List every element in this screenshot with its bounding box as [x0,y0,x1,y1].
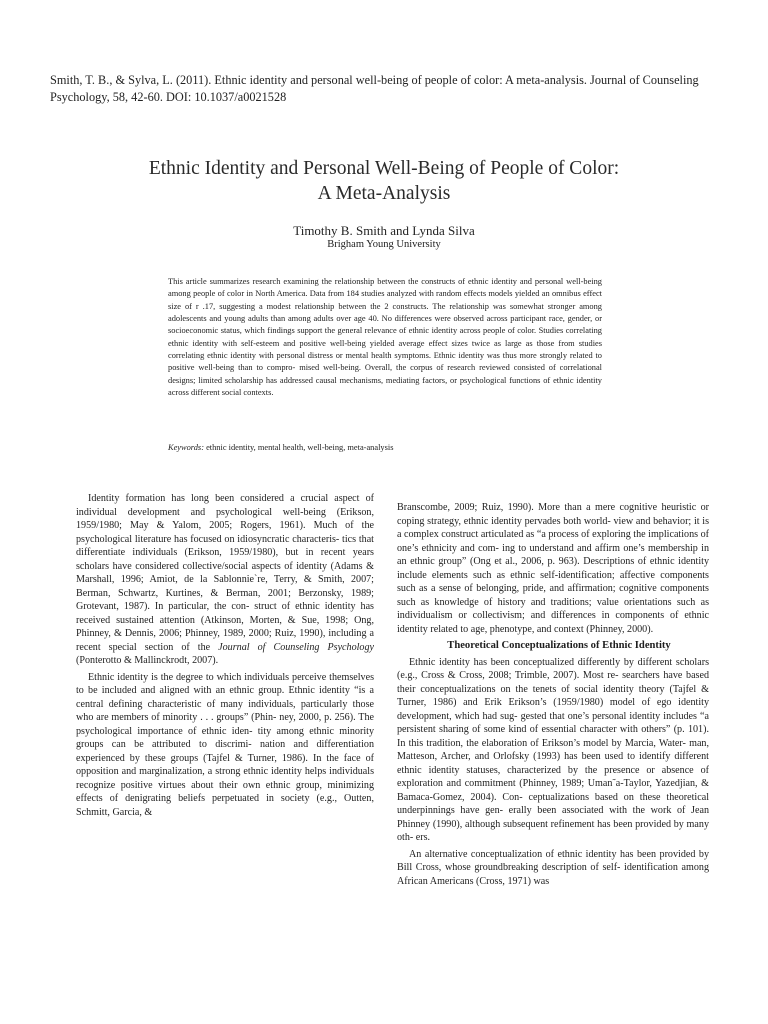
paragraph-text: Identity formation has long been considered a crucial aspect of individual development and psychological well-being (Erikson, 1959/1980; May & Yalom, 2005; Rogers, 1961). Much of the psychological literature has focused on idiosyncratic characteris- tics that differentiate individuals (Erikson, 1959/1980), but in recent years scholars have considered collective/social aspects of identity (Adams & Marshall, 1996; Amiot, de la Sablonnie`re, Terry, & Smith, 2007; Berman, Schwartz, Kurtines, & Berman, 2001; Berzonsky, 1989; Grotevant, 1987). In particular, the con- struct of ethnic identity has received sustained attention (Atkinson, Morten, & Sue, 1998; Ong, Phinney, & Dennis, 2006; Phinney, 1989, 2000; Ruiz, 1990), including a recent special section of the [76,493,374,653]
abstract: This article summarizes research examining the relationship between the constructs of ethnic identity and personal well-being among people of color in North America. Data from 184 studies analyzed with random effects models yielded an omnibus effect size of r .17, suggesting a modest relationship between the 2 constructs. The relationship was somewhat stronger among adolescents and young adults than among adults over age 40. No differences were observed across participant race, gender, or socioeconomic status, which findings support the general relevance of ethnic identity across people of color. Studies correlating ethnic identity with self-esteem and positive well-being yielded average effect sizes twice as large as those from studies correlating ethnic identity with personal distress or mental health symptoms. Ethnic identity was thus more strongly related to positive well-being than to compro- mised well-being. Overall, the corpus of research reviewed consisted of correlational designs; limited scholarship has addressed causal mechanisms, mediating factors, or psychological functions of ethnic identity across different social contexts. [168,277,602,398]
paragraph [76,492,374,668]
keywords-label: Keywords: [168,443,204,452]
citation: Smith, T. B., & Sylva, L. (2011). Ethnic identity and personal well-being of people of color: A meta-analysis. Journal of Counseling Psychology, 58, 42-60. DOI: 10.1037/a0021528 [50,73,699,104]
journal-name: Journal of Counseling Psychology [218,641,374,653]
paper-title [0,156,768,206]
paragraph: Ethnic identity is the degree to which individuals perceive themselves to be included and aligned with an ethnic group. Ethnic identity “is a central defining characteristic of many individuals, particularly those who are members of minority . . . groups” (Phin- ney, 2000, p. 256). The psychological importance of ethnic iden- tity among ethnic minority groups can be attributed to discrimi- nation and differentiation experienced by these groups (Tajfel & Turner, 1986). In the face of opposition and marginalization, a strong ethnic identity helps individuals recognize positive virtues about their own ethnic group, minimizing effects of denigrating beliefs perpetuated in society (e.g., Outten, Schmitt, Garcia, & [76,671,374,818]
title-line-2: A Meta-Analysis [317,183,451,204]
section-heading: Theoretical Conceptualizations of Ethnic Identity [447,640,671,651]
paragraph-text: (Ponterotto & Mallinckrodt, 2007). [76,655,219,666]
right-column [397,501,709,888]
keywords-list: ethnic identity, mental health, well-being, meta-analysis [203,443,394,452]
left-column [76,492,374,819]
title-line-1: Ethnic Identity and Personal Well-Being of People of Color: [148,158,620,179]
keywords [168,442,602,454]
paragraph: An alternative conceptualization of ethnic identity has been provided by Bill Cross, whose groundbreaking description of self- identification among African Americans (Cross, 1971) was [397,848,709,887]
paragraph: Branscombe, 2009; Ruiz, 1990). More than a mere cognitive heuristic or coping strategy, ethnic identity pervades both world- view and behavior; it is a complex construct articulated as “a process of exploring the implications of one’s ethnicity and com- ing to understand and affirm one’s membership in an ethnic group” (Ong et al., 2006, p. 963). Descriptions of ethnic identity include elements such as ethnic self-identification; affective components such as a sense of belonging, pride, and affirmation; cognitive components such as knowledge of history and traditions; value orientations such as individualism or collectivism; and differences in components of ethnic identity related to age, phenotype, and context (Phinney, 2000). [397,502,709,635]
authors: Timothy B. Smith and Lynda Silva [293,223,475,238]
paragraph: Ethnic identity has been conceptualized differently by different scholars (e.g., Cross & Cross, 2008; Trimble, 2007). Most re- searchers have based their conceptualizations on the tenets of social identity theory (Tajfel & Turner, 1986) and Erik Erikson’s (1959/1980) model of ego identity development, which had sug- gested that one’s personal identity includes “a persistent sharing of some kind of essential character with others” (p. 101). In this tradition, the elaboration of Erikson’s model by Marcia, Water- man, Matteson, Archer, and Orlofsky (1993) has been used to identify different ethnic identity statuses, characterized by the presence or absence of exploration and commitment (Phinney, 1989; Uman˜a-Taylor, Yazedjian, & Bamaca-Gomez, 2004). Con- ceptualizations based on these theoretical underpinnings have gen- erally been associated with the work of Jean Phinney (1990), although subsequent refinement has been provided by many oth- ers. [397,656,709,843]
affiliation: Brigham Young University [327,239,441,250]
